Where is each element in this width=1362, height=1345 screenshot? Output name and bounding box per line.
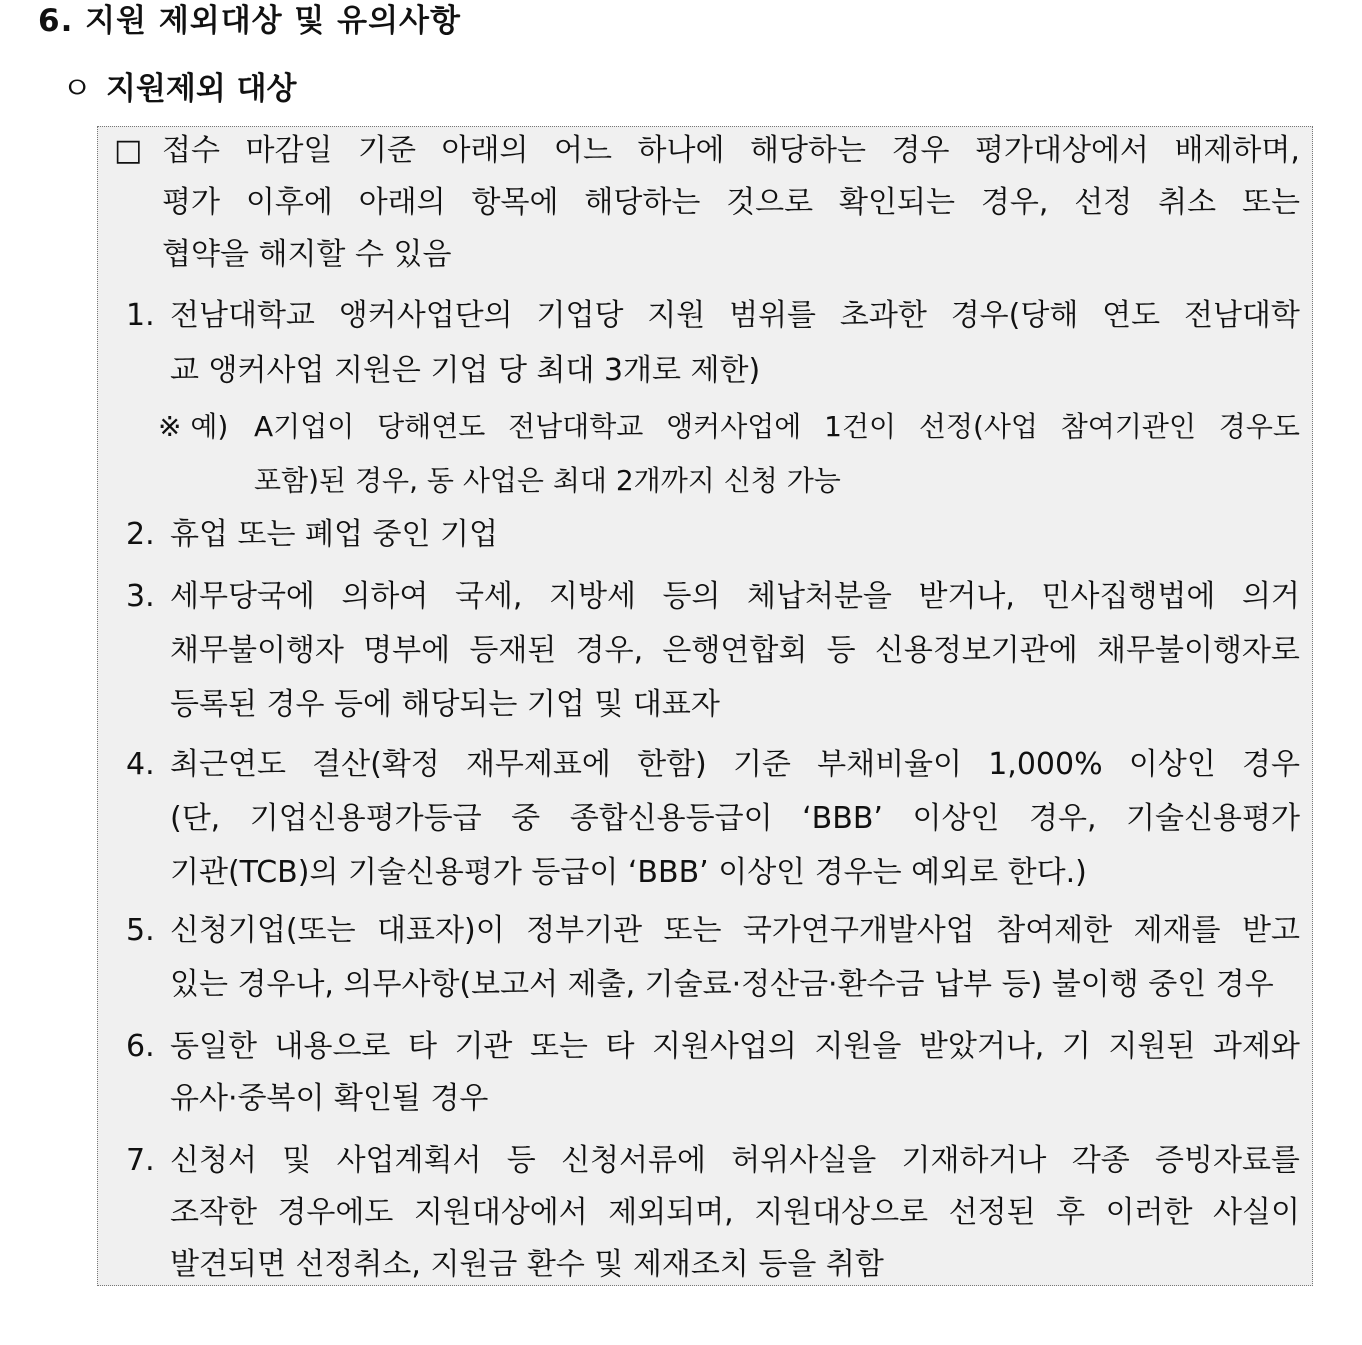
item-number: 1.	[126, 298, 155, 333]
item-number: 3.	[126, 579, 155, 614]
circle-bullet: ㅇ	[62, 71, 92, 107]
intro-line: 협약을 해지할 수 있음	[162, 237, 452, 272]
list-item-line: 신청기업(또는 대표자)이 정부기관 또는 국가연구개발사업 참여제한 제재를 받고	[170, 913, 1300, 948]
list-item-line: 전남대학교 앵커사업단의 기업당 지원 범위를 초과한 경우(당해 연도 전남대학	[170, 298, 1300, 333]
intro-line: 평가 이후에 아래의 항목에 해당하는 것으로 확인되는 경우, 선정 취소 또는	[162, 185, 1300, 220]
item-number: 5.	[126, 913, 155, 948]
list-item-line: 있는 경우나, 의무사항(보고서 제출, 기술료·정산금·환수금 납부 등) 불이행 중인 경우	[170, 967, 1274, 1002]
item-number: 7.	[126, 1143, 155, 1178]
exclusion-box	[97, 126, 1313, 1286]
item-number: 6.	[126, 1029, 155, 1064]
item-number: 4.	[126, 747, 155, 782]
intro-line: 접수 마감일 기준 아래의 어느 하나에 해당하는 경우 평가대상에서 배제하며,	[162, 133, 1300, 168]
checkbox-marker: □	[114, 133, 143, 168]
list-item-line: 신청서 및 사업계획서 등 신청서류에 허위사실을 기재하거나 각종 증빙자료를	[170, 1143, 1300, 1178]
list-item-line: 조작한 경우에도 지원대상에서 제외되며, 지원대상으로 선정된 후 이러한 사실이	[170, 1195, 1300, 1230]
subsection-title: 지원제외 대상	[106, 71, 297, 107]
list-item-line: 채무불이행자 명부에 등재된 경우, 은행연합회 등 신용정보기관에 채무불이행자로	[170, 633, 1300, 668]
note-marker: ※ 예)	[158, 410, 229, 443]
list-item-line: 발견되면 선정취소, 지원금 환수 및 제재조치 등을 취함	[170, 1247, 884, 1282]
list-item-line: 유사·중복이 확인될 경우	[170, 1081, 489, 1116]
list-item-line: 등록된 경우 등에 해당되는 기업 및 대표자	[170, 687, 720, 722]
list-item-line: 동일한 내용으로 타 기관 또는 타 지원사업의 지원을 받았거나, 기 지원된 과제와	[170, 1029, 1300, 1064]
list-item-line: 기관(TCB)의 기술신용평가 등급이 ‘BBB’ 이상인 경우는 예외로 한다.)	[170, 855, 1087, 890]
list-item-line: (단, 기업신용평가등급 중 종합신용등급이 ‘BBB’ 이상인 경우, 기술신용평가	[170, 801, 1300, 836]
list-item-line: 최근연도 결산(확정 재무제표에 한함) 기준 부채비율이 1,000% 이상인 경우	[170, 747, 1300, 782]
list-item-line: 교 앵커사업 지원은 기업 당 최대 3개로 제한)	[170, 353, 761, 388]
list-item-line: 휴업 또는 폐업 중인 기업	[170, 517, 498, 552]
section-title: 6. 지원 제외대상 및 유의사항	[38, 3, 461, 39]
subsection-heading	[62, 68, 296, 110]
item-number: 2.	[126, 517, 155, 552]
list-item-line: 세무당국에 의하여 국세, 지방세 등의 체납처분을 받거나, 민사집행법에 의거	[170, 579, 1300, 614]
note-line: 포함)된 경우, 동 사업은 최대 2개까지 신청 가능	[254, 464, 841, 497]
note-line: A기업이 당해연도 전남대학교 앵커사업에 1건이 선정(사업 참여기관인 경우도	[254, 410, 1300, 443]
